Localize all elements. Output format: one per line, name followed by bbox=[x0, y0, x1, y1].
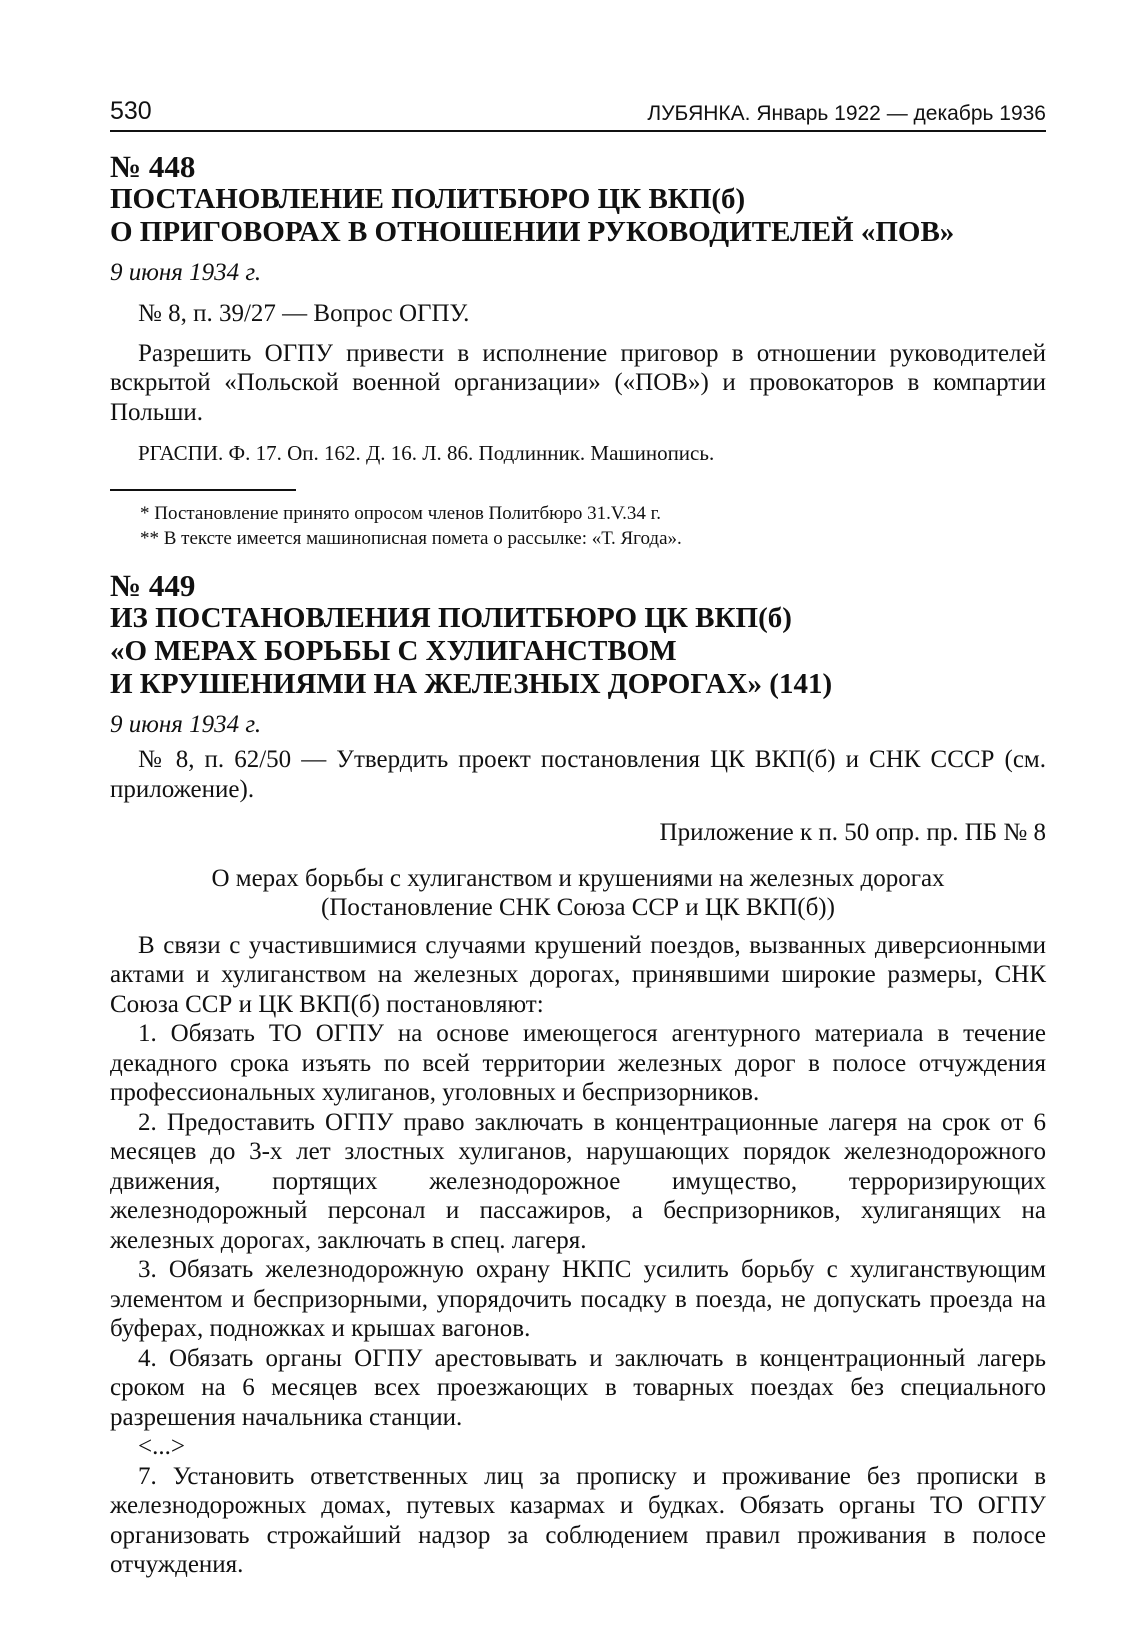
document-448 bbox=[110, 150, 1046, 551]
appendix-subtitle: (Постановление СНК Союза ССР и ЦК ВКП(б)) bbox=[321, 894, 835, 921]
doc-date: 9 июня 1934 г. bbox=[110, 259, 262, 286]
doc-number: № 448 bbox=[110, 149, 196, 184]
list-item: 2. Предоставить ОГПУ право заключать в концентрационные лагеря на срок от 6 месяцев до 3-х лет злостных хулиганов, нарушающих порядок железнодорожного движения, портящих железнодорожное имущество, терроризирующих железнодорожный персонал и пассажиров, а беспризорников, хулиганящих на железных дорогах, заключать в спец. лагеря. bbox=[110, 1108, 1046, 1254]
doc-date: 9 июня 1934 г. bbox=[110, 711, 262, 738]
appendix-title: О мерах борьбы с хулиганством и крушениями на железных дорогах bbox=[211, 864, 945, 892]
doc-item: № 8, п. 39/27 — Вопрос ОГПУ. bbox=[138, 300, 470, 327]
doc-title-line: ИЗ ПОСТАНОВЛЕНИЯ ПОЛИТБЮРО ЦК ВКП(б) bbox=[110, 602, 792, 634]
document-page bbox=[110, 92, 1046, 1580]
archive-source: РГАСПИ. Ф. 17. Оп. 162. Д. 16. Л. 86. Подлинник. Машинопись. bbox=[138, 441, 715, 465]
document-449 bbox=[110, 569, 1046, 1580]
omission-marker: <...> bbox=[138, 1433, 185, 1460]
footnote-divider bbox=[110, 489, 296, 491]
running-title: ЛУБЯНКА. Январь 1922 — декабрь 1936 bbox=[647, 102, 1046, 125]
list-item: 4. Обязать органы ОГПУ арестовывать и заключать в концентрационный лагерь сроком на 6 месяцев всех проезжающих в товарных поездах без специального разрешения начальника станции. bbox=[110, 1344, 1046, 1431]
appendix-reference: Приложение к п. 50 опр. пр. ПБ № 8 bbox=[659, 819, 1046, 846]
list-item: 7. Установить ответственных лиц за прописку и проживание без прописки в железнодорожных домах, путевых казармах и будках. Обязать органы ТО ОГПУ организовать строжайший надзор за соблюдением правил проживания в полосе отчуждения. bbox=[110, 1462, 1046, 1578]
doc-number: № 449 bbox=[110, 568, 196, 603]
running-header bbox=[110, 92, 1046, 132]
doc-title-line: И КРУШЕНИЯМИ НА ЖЕЛЕЗНЫХ ДОРОГАХ» (141) bbox=[110, 668, 833, 700]
doc-title-line: ПОСТАНОВЛЕНИЕ ПОЛИТБЮРО ЦК ВКП(б) bbox=[110, 183, 746, 215]
list-item: 1. Обязать ТО ОГПУ на основе имеющегося агентурного материала в течение декадного срока изъять по всей территории железных дорог в полосе отчуждения профессиональных хулиганов, уголовных и беспризорников. bbox=[110, 1020, 1046, 1106]
list-item: 3. Обязать железнодорожную охрану НКПС усилить борьбу с хулиганствующим элементом и беспризорными, упорядочить посадку в поезда, не допускать проезда на буферах, подножках и крышах вагонов. bbox=[110, 1256, 1046, 1342]
footnote: * Постановление принято опросом членов Политбюро 31.V.34 г. bbox=[140, 503, 662, 524]
doc-item: № 8, п. 62/50 — Утвердить проект постановления ЦК ВКП(б) и СНК СССР (см. приложение). bbox=[110, 746, 1046, 803]
footnote: ** В тексте имеется машинописная помета о рассылке: «Т. Ягода». bbox=[140, 528, 682, 549]
preamble: В связи с участившимися случаями крушений поездов, вызванных диверсионными актами и хулиганством на железных дорогах, принявшими широкие размеры, СНК Союза ССР и ЦК ВКП(б) постановляют: bbox=[110, 931, 1046, 1018]
page-number: 530 bbox=[110, 97, 152, 125]
doc-body: Разрешить ОГПУ привести в исполнение приговор в отношении руководителей вскрытой «Польской военной организации» («ПОВ») и провокаторов в компартии Польши. bbox=[110, 339, 1046, 426]
doc-title-line: «О МЕРАХ БОРЬБЫ С ХУЛИГАНСТВОМ bbox=[110, 635, 677, 667]
doc-title-line: О ПРИГОВОРАХ В ОТНОШЕНИИ РУКОВОДИТЕЛЕЙ «ПОВ» bbox=[110, 216, 955, 248]
